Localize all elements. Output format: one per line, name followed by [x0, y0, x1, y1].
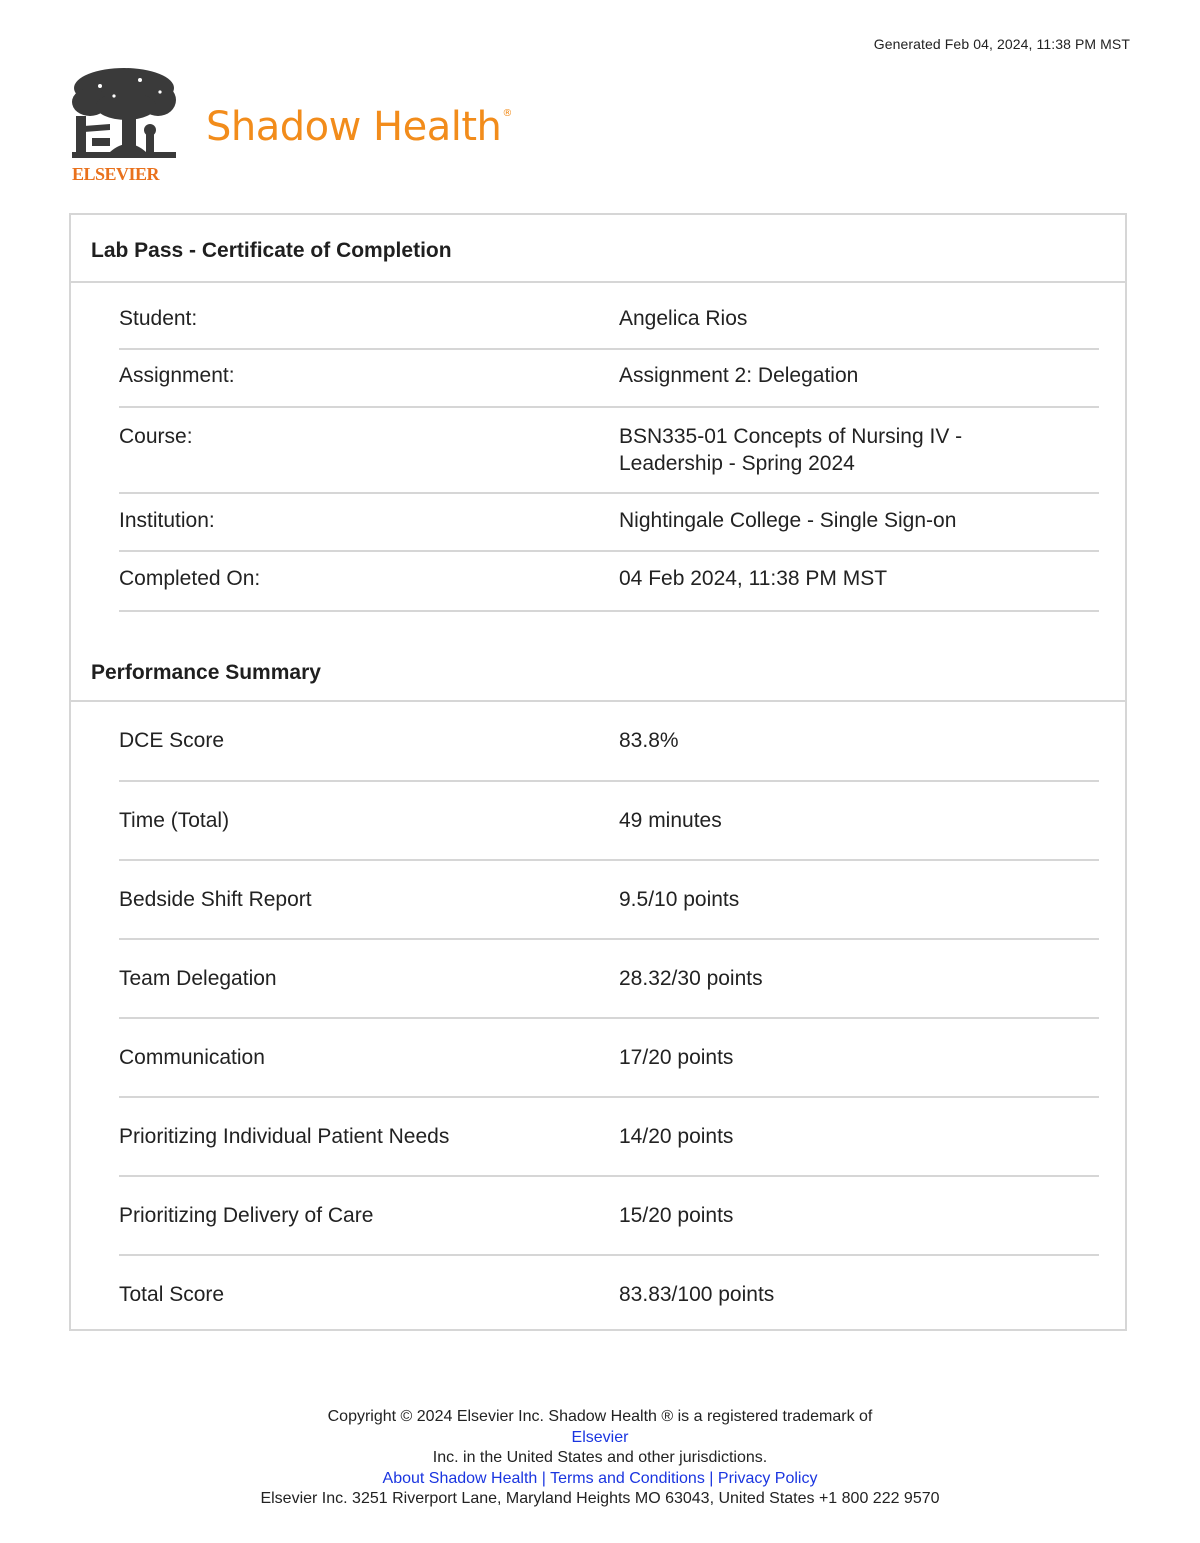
privacy-policy-link[interactable]: Privacy Policy [717, 1469, 818, 1487]
detail-row-institution [119, 494, 1099, 552]
performance-value: 83.8% [619, 729, 679, 752]
performance-row-communication [119, 1019, 1099, 1098]
shadow-health-logo [206, 104, 512, 150]
performance-value: 17/20 points [619, 1045, 734, 1069]
detail-value: Nightingale College - Single Sign-on [619, 509, 957, 532]
detail-value: 04 Feb 2024, 11:38 PM MST [619, 567, 888, 590]
footer-links [0, 1469, 1200, 1490]
link-separator: | [709, 1469, 714, 1487]
detail-label: Assignment: [119, 364, 235, 387]
detail-value: Angelica Rios [619, 307, 748, 330]
about-shadow-health-link[interactable]: About Shadow Health [382, 1469, 538, 1487]
detail-row-completed-on [119, 552, 1099, 612]
performance-row-dce-score [119, 702, 1099, 782]
detail-value: Assignment 2: Delegation [619, 364, 859, 387]
detail-label: Institution: [119, 509, 215, 532]
link-separator: | [541, 1469, 546, 1487]
performance-row-prioritizing-individual-patient-needs [119, 1098, 1099, 1177]
detail-label: Completed On: [119, 567, 261, 590]
elsevier-logo [70, 66, 178, 186]
brand-registered-mark: ® [502, 108, 512, 119]
performance-value: 15/20 points [619, 1203, 734, 1227]
performance-label: Bedside Shift Report [119, 887, 312, 911]
detail-label: Course: [119, 425, 193, 448]
performance-row-bedside-shift-report [119, 861, 1099, 940]
elsevier-wordmark: ELSEVIER [72, 164, 160, 184]
performance-title: Performance Summary [71, 642, 1125, 702]
detail-value: BSN335-01 Concepts of Nursing IV - Leadership - Spring 2024 [619, 425, 963, 475]
performance-row-team-delegation [119, 940, 1099, 1019]
performance-value: 49 minutes [619, 808, 722, 832]
certificate-details [119, 293, 1099, 612]
detail-row-student [119, 293, 1099, 350]
company-address: Elsevier Inc. 3251 Riverport Lane, Maryland Heights MO 63043, United States +1 800 222 9570 [260, 1490, 940, 1507]
certificate-title: Lab Pass - Certificate of Completion [71, 215, 1125, 283]
certificate-card [69, 213, 1127, 1331]
performance-row-total-score [119, 1256, 1099, 1333]
performance-label: Prioritizing Individual Patient Needs [119, 1124, 450, 1148]
generated-timestamp: Generated Feb 04, 2024, 11:38 PM MST [873, 36, 1130, 52]
page-footer [0, 1407, 1200, 1510]
performance-row-time-total [119, 782, 1099, 861]
performance-value: 9.5/10 points [619, 887, 740, 911]
performance-label: DCE Score [119, 729, 225, 752]
performance-row-prioritizing-delivery-of-care [119, 1177, 1099, 1256]
performance-label: Prioritizing Delivery of Care [119, 1203, 374, 1227]
detail-row-course [119, 408, 1099, 494]
copyright-text: Copyright © 2024 Elsevier Inc. Shadow Health ® is a registered trademark of [327, 1408, 873, 1425]
performance-value: 28.32/30 points [619, 966, 763, 990]
performance-value: 14/20 points [619, 1124, 734, 1148]
performance-label: Total Score [119, 1282, 225, 1306]
detail-row-assignment [119, 350, 1099, 408]
header-logos [70, 66, 512, 186]
performance-summary-table [119, 702, 1099, 1333]
performance-label: Time (Total) [119, 808, 230, 832]
performance-label: Team Delegation [119, 966, 277, 990]
performance-label: Communication [119, 1045, 265, 1069]
elsevier-link[interactable]: Elsevier [571, 1428, 629, 1446]
jurisdiction-text: Inc. in the United States and other jurisdictions. [432, 1449, 768, 1466]
performance-value: 83.83/100 points [619, 1282, 775, 1306]
brand-name: Shadow Health [206, 104, 502, 150]
elsevier-tree-icon [70, 66, 178, 162]
detail-label: Student: [119, 307, 198, 330]
terms-and-conditions-link[interactable]: Terms and Conditions [550, 1469, 705, 1487]
